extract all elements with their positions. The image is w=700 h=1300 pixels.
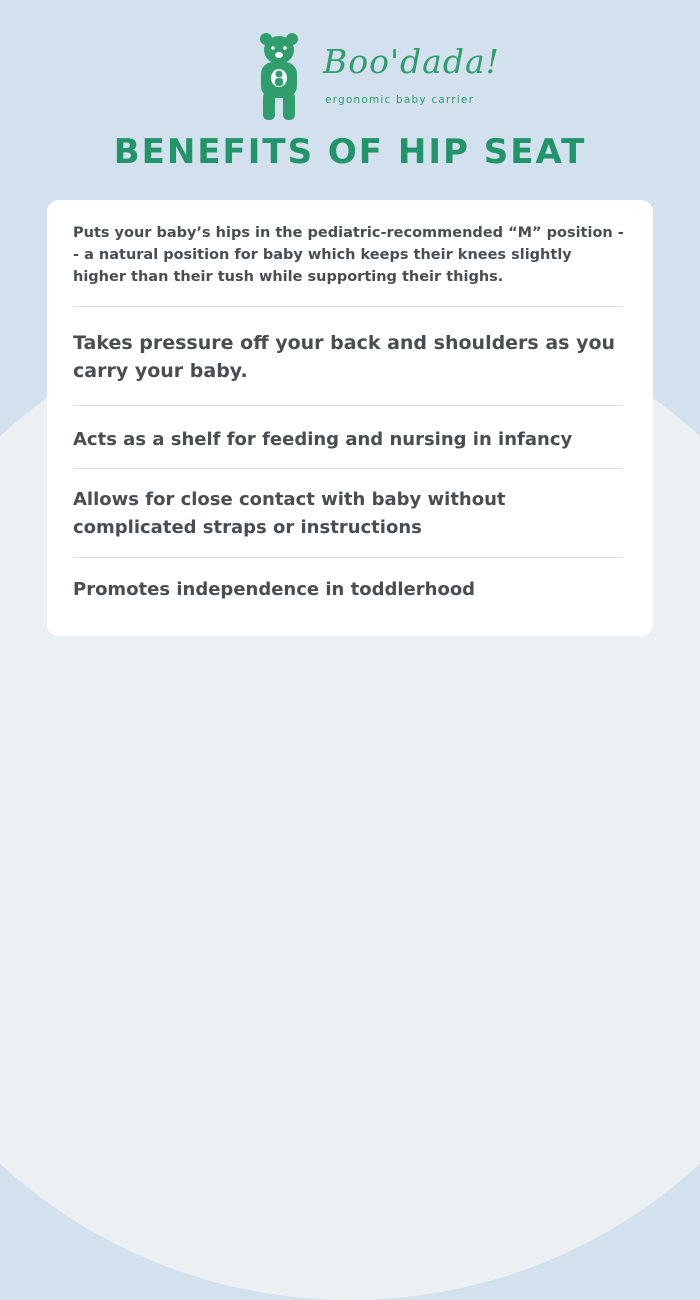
benefit-item: Allows for close contact with baby without complicated straps or instructions — [73, 489, 506, 538]
benefit-item: Takes pressure off your back and shoulders as you carry your baby. — [73, 332, 616, 382]
benefits-card — [47, 200, 653, 636]
bear-carrier-icon — [255, 30, 303, 122]
brand-tagline: ergonomic baby carrier — [325, 94, 475, 106]
benefit-item: Puts your baby’s hips in the pediatric-recommended “M” position -- a natural position for baby which keeps their knees slightly higher than their tush while supporting their thighs. — [73, 225, 624, 285]
benefit-item: Promotes independence in toddlerhood — [73, 579, 476, 600]
divider — [73, 557, 623, 558]
divider — [73, 405, 623, 406]
benefit-item: Acts as a shelf for feeding and nursing in infancy — [73, 429, 573, 450]
brand-logo — [0, 30, 700, 122]
page-title: BENEFITS OF HIP SEAT — [113, 132, 587, 172]
divider — [73, 306, 623, 307]
divider — [73, 468, 623, 469]
brand-name: Boo'dada! — [323, 42, 500, 81]
